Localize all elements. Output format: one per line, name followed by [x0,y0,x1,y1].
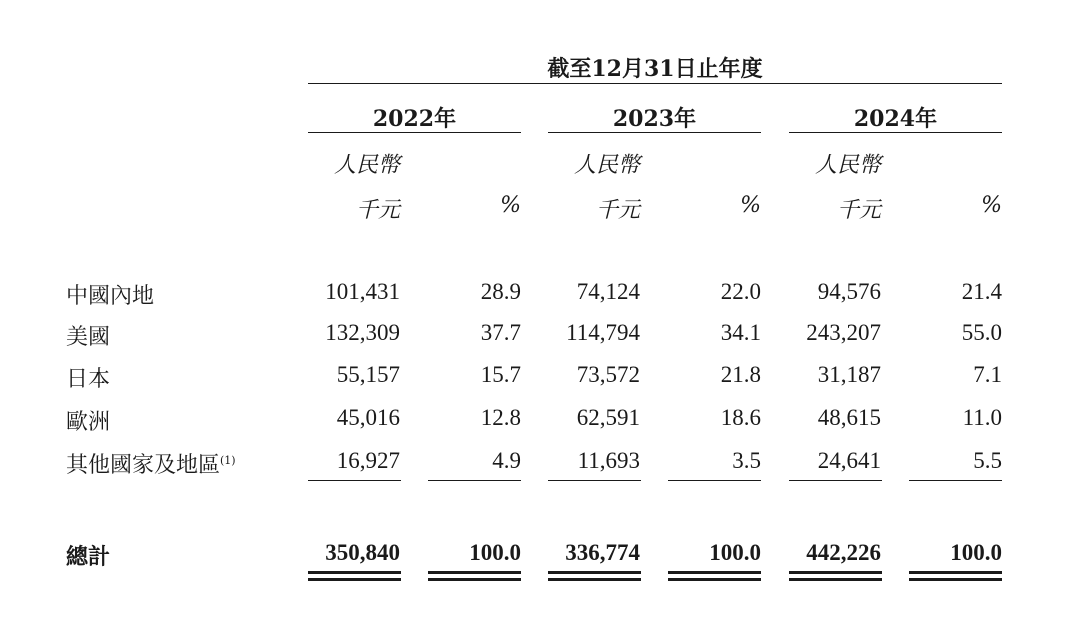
total-double-rule [789,571,882,581]
total-double-rule [909,571,1002,581]
unit-label-2022: 千元 [355,198,400,223]
total-2024-pct: 100.0 [950,540,1002,565]
cell-2024-pct: 5.5 [973,448,1002,473]
subtotal-rule [308,480,401,481]
cell-2022-pct: 37.7 [480,320,521,345]
cell-2023-amount: 74,124 [576,279,640,304]
unit-label-2024: 千元 [836,198,881,223]
cell-2022-pct: 28.9 [480,279,521,304]
year-underline-2022 [308,132,521,133]
cell-2023-amount: 62,591 [576,405,640,430]
total-2024-amount: 442,226 [806,540,881,565]
cell-2022-amount: 16,927 [336,448,400,473]
cell-2023-amount: 114,794 [566,320,640,345]
currency-label-2022: 人民幣 [333,153,400,178]
unit-label-2023: 千元 [595,198,640,223]
cell-2024-pct: 11.0 [962,405,1002,430]
total-2022-amount: 350,840 [325,540,400,565]
total-2022-pct: 100.0 [469,540,521,565]
subtotal-rule [789,480,882,481]
row-label-japan: 日本 [66,367,111,392]
pct-label-2023: % [740,193,761,218]
cell-2023-pct: 22.0 [720,279,761,304]
cell-2023-amount: 11,693 [577,448,640,473]
cell-2024-amount: 31,187 [817,362,881,387]
cell-2024-amount: 243,207 [806,320,881,345]
total-double-rule [428,571,521,581]
total-double-rule [548,571,641,581]
cell-2024-pct: 55.0 [961,320,1002,345]
total-2023-amount: 336,774 [565,540,640,565]
year-header-2023: 2023年 [612,106,697,132]
cell-2024-amount: 48,615 [817,405,881,430]
cell-2024-pct: 21.4 [961,279,1002,304]
cell-2023-pct: 34.1 [720,320,761,345]
period-title: 截至12月31日止年度 [547,56,763,82]
cell-2023-pct: 18.6 [720,405,761,430]
year-header-2022: 2022年 [372,106,457,132]
year-underline-2024 [789,132,1002,133]
row-label-europe: 歐洲 [66,410,111,435]
total-double-rule [308,571,401,581]
row-label-text: 其他國家及地區 [66,453,221,478]
subtotal-rule [548,480,641,481]
cell-2024-amount: 24,641 [817,448,881,473]
row-label-usa: 美國 [66,325,111,350]
footnote-marker: (1) [220,454,236,467]
cell-2022-pct: 4.9 [492,448,521,473]
cell-2022-amount: 132,309 [325,320,400,345]
total-double-rule [668,571,761,581]
subtotal-rule [428,480,521,481]
row-label-other-regions [66,448,236,479]
cell-2022-amount: 55,157 [336,362,400,387]
cell-2024-amount: 94,576 [817,279,881,304]
total-2023-pct: 100.0 [709,540,761,565]
year-header-2024: 2024年 [853,106,938,132]
cell-2023-pct: 21.8 [720,362,761,387]
cell-2022-amount: 45,016 [336,405,400,430]
currency-label-2023: 人民幣 [573,153,640,178]
currency-label-2024: 人民幣 [814,153,881,178]
year-underline-2023 [548,132,761,133]
cell-2022-pct: 15.7 [480,362,521,387]
subtotal-rule [668,480,761,481]
cell-2022-pct: 12.8 [480,405,521,430]
cell-2024-pct: 7.1 [973,362,1002,387]
cell-2023-amount: 73,572 [576,362,640,387]
cell-2023-pct: 3.5 [732,448,761,473]
total-label: 總計 [66,544,111,570]
subtotal-rule [909,480,1002,481]
pct-label-2022: % [500,193,521,218]
cell-2022-amount: 101,431 [325,279,400,304]
period-underline [308,83,1002,84]
pct-label-2024: % [981,193,1002,218]
row-label-mainland-china: 中國內地 [66,284,155,309]
